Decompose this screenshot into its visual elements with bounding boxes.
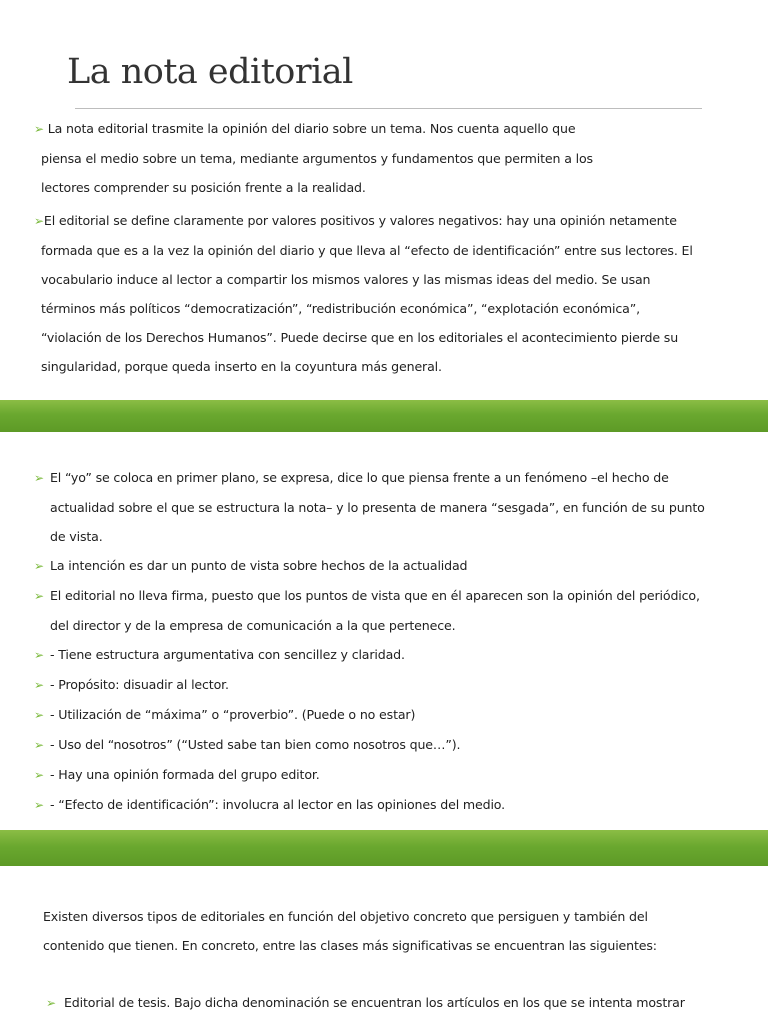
arrow-bullet-icon: ➢: [34, 648, 44, 662]
arrow-bullet-icon: ➢: [34, 214, 44, 228]
paragraph-line: Existen diversos tipos de editoriales en función del objetivo concreto que persiguen y también del: [43, 909, 648, 924]
title-divider: [75, 108, 702, 109]
list-item: ➢ El “yo” se coloca en primer plano, se expresa, dice lo que piensa frente a un fenómeno –el hecho de actualidad sobre el que se estructura la nota– y lo presenta de manera “sesgada”, en función de su punto de vista.: [34, 463, 754, 551]
arrow-bullet-icon: ➢: [34, 471, 44, 485]
list-item: ➢ - “Efecto de identificación”: involucra al lector en las opiniones del medio.: [34, 790, 754, 820]
slide-separator-band: [0, 830, 768, 866]
paragraph-line: términos más políticos “democratización”, “redistribución económica”, “explotación económica”,: [41, 301, 640, 316]
paragraph-line: ➢ La nota editorial trasmite la opinión del diario sobre un tema. Nos cuenta aquello que: [34, 121, 576, 136]
paragraph-line: lectores comprender su posición frente a la realidad.: [41, 180, 366, 195]
arrow-bullet-icon: ➢: [34, 738, 44, 752]
paragraph-line: singularidad, porque queda inserto en la coyuntura más general.: [41, 359, 442, 374]
list-item: ➢ El editorial no lleva firma, puesto que los puntos de vista que en él aparecen son la opinión del periódico, del director y de la empresa de comunicación a la que pertenece.: [34, 581, 754, 640]
paragraph-line: “violación de los Derechos Humanos”. Puede decirse que en los editoriales el acontecimiento pierde su: [41, 330, 679, 345]
arrow-bullet-icon: ➢: [46, 996, 56, 1010]
list-item: ➢ - Hay una opinión formada del grupo editor.: [34, 760, 754, 790]
list-item: ➢ Editorial de tesis. Bajo dicha denominación se encuentran los artículos en los que se intenta mostrar: [46, 988, 746, 1018]
slide-separator-band: [0, 400, 768, 432]
paragraph-line: vocabulario induce al lector a compartir los mismos valores y las mismas ideas del medio. Se usan: [41, 272, 651, 287]
paragraph-2: [34, 206, 754, 381]
paragraph-line: piensa el medio sobre un tema, mediante argumentos y fundamentos que permiten a los: [41, 151, 593, 166]
list-item: ➢ - Tiene estructura argumentativa con sencillez y claridad.: [34, 640, 754, 670]
slide-1: [0, 0, 768, 400]
arrow-bullet-icon: ➢: [34, 708, 44, 722]
arrow-bullet-icon: ➢: [34, 768, 44, 782]
arrow-bullet-icon: ➢: [34, 678, 44, 692]
page-title: La nota editorial: [67, 52, 353, 92]
paragraph-1: [34, 114, 754, 202]
paragraph-line: formada que es a la vez la opinión del diario y que lleva al “efecto de identificación” entre sus lectores. El: [41, 243, 693, 258]
list-item: ➢ La intención es dar un punto de vista sobre hechos de la actualidad: [34, 551, 754, 581]
intro-paragraph: [43, 902, 743, 960]
bullet-list: [34, 463, 754, 820]
paragraph-line: contenido que tienen. En concreto, entre las clases más significativas se encuentran las siguientes:: [43, 938, 657, 953]
list-item: ➢ - Utilización de “máxima” o “proverbio”. (Puede o no estar): [34, 700, 754, 730]
arrow-bullet-icon: ➢: [34, 798, 44, 812]
arrow-bullet-icon: ➢: [34, 589, 44, 603]
list-item: ➢ - Propósito: disuadir al lector.: [34, 670, 754, 700]
arrow-bullet-icon: ➢: [34, 122, 44, 136]
arrow-bullet-icon: ➢: [34, 559, 44, 573]
paragraph-line: ➢El editorial se define claramente por valores positivos y valores negativos: hay una opinión netamente: [34, 213, 677, 228]
list-item: ➢ - Uso del “nosotros” (“Usted sabe tan bien como nosotros que…”).: [34, 730, 754, 760]
